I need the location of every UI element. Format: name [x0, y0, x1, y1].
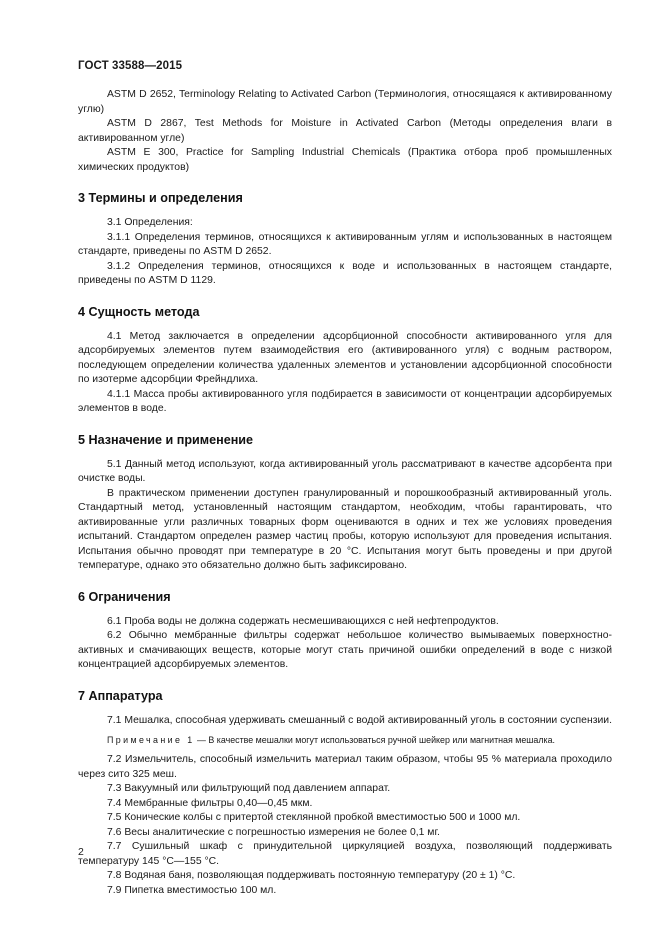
- reference-astm-d2867: ASTM D 2867, Test Methods for Moisture in Activated Carbon (Методы определения влаги в активированном угле): [78, 118, 612, 144]
- note-1: [78, 734, 612, 746]
- paragraph-5-1-cont: В практическом применении доступен гранулированный и порошкообразный активированный уголь. Стандартный метод, установленный настоящим стандартом, необходим, чтобы гарантировать, что активированные угли различных товарных форм оцениваются в одних и тех же условиях проведения испытаний. Стандартом определен размер частиц пробы, которую используют для проведения испытания. Испытания обычно проводят при температуре в 20 °С. Испытания могут быть проведены и при другой температуре, однако это обязательно должно быть зафиксировано.: [78, 487, 612, 571]
- paragraph-6-2: 6.2 Обычно мембранные фильтры содержат небольшое количество вымываемых поверхностно-активных и смачивающих веществ, которые могут стать причиной ошибки определений в воде с низкой концентрацией адсорбируемых элементов.: [78, 630, 612, 670]
- paragraph-7-4: 7.4 Мембранные фильтры 0,40—0,45 мкм.: [107, 797, 313, 809]
- paragraph-7-7: 7.7 Сушильный шкаф с принудительной циркуляцией воздуха, позволяющий поддерживать температуру 145 °С—155 °С.: [78, 841, 612, 867]
- paragraph-4-1-1: 4.1.1 Масса пробы активированного угля подбирается в зависимости от концентрации адсорбируемых элементов в воде.: [78, 388, 612, 414]
- paragraph-6-1: 6.1 Проба воды не должна содержать несмешивающихся с ней нефтепродуктов.: [107, 615, 499, 627]
- paragraph-3-1-2: 3.1.2 Определения терминов, относящихся к воде и использованных в настоящем стандарте, приведены по ASTM D 1129.: [78, 260, 612, 286]
- document-body: [78, 88, 612, 898]
- paragraph-4-1: 4.1 Метод заключается в определении адсорбционной способности активированного угля для адсорбируемых элементов путем взаимодействия его (активированного угля) с водным раствором, последующем определении количества удаленных элементов и установлении адсорбционной способности по изотерме адсорбции Фрейндлиха.: [78, 330, 612, 385]
- note-label: Примечание 1: [107, 735, 195, 745]
- paragraph-7-1: 7.1 Мешалка, способная удерживать смешанный с водой активированный уголь в состоянии суспензии.: [107, 714, 612, 726]
- paragraph-5-1: 5.1 Данный метод используют, когда активированный уголь рассматривают в качестве адсорбента при очистке воды.: [78, 458, 612, 484]
- paragraph-3-1: 3.1 Определения:: [107, 217, 193, 228]
- paragraph-3-1-1: 3.1.1 Определения терминов, относящихся к активированным углям и использованных в настоящем стандарте, приведены по ASTM D 2652.: [78, 231, 612, 257]
- section-7-heading: 7 Аппаратура: [78, 688, 163, 703]
- section-4-heading: 4 Сущность метода: [78, 304, 200, 319]
- paragraph-7-5: 7.5 Конические колбы с притертой стеклянной пробкой вместимостью 500 и 1000 мл.: [107, 812, 521, 823]
- page-number: 2: [78, 846, 84, 858]
- note-text: — В качестве мешалки могут использоваться ручной шейкер или магнитная мешалка.: [194, 735, 555, 745]
- section-5-heading: 5 Назначение и применение: [78, 432, 254, 447]
- reference-astm-d2652: ASTM D 2652, Terminology Relating to Activated Carbon (Терминология, относящаяся к активированному углю): [78, 89, 612, 115]
- paragraph-7-8: 7.8 Водяная баня, позволяющая поддерживать постоянную температуру (20 ± 1) °С.: [107, 870, 516, 881]
- section-3-heading: 3 Термины и определения: [78, 191, 243, 205]
- paragraph-7-9: 7.9 Пипетка вместимостью 100 мл.: [107, 884, 277, 896]
- paragraph-7-3: 7.3 Вакуумный или фильтрующий под давлением аппарат.: [107, 783, 391, 794]
- paragraph-7-2: 7.2 Измельчитель, способный измельчить материал таким образом, чтобы 95 % материала проходило через сито 325 меш.: [78, 754, 612, 780]
- reference-astm-e300: ASTM E 300, Practice for Sampling Industrial Chemicals (Практика отбора проб промышленных химических продуктов): [78, 147, 612, 173]
- document-header: ГОСТ 33588—2015: [78, 60, 183, 72]
- section-6-heading: 6 Ограничения: [78, 589, 171, 604]
- paragraph-7-6: 7.6 Весы аналитические с погрешностью измерения не более 0,1 мг.: [107, 826, 440, 838]
